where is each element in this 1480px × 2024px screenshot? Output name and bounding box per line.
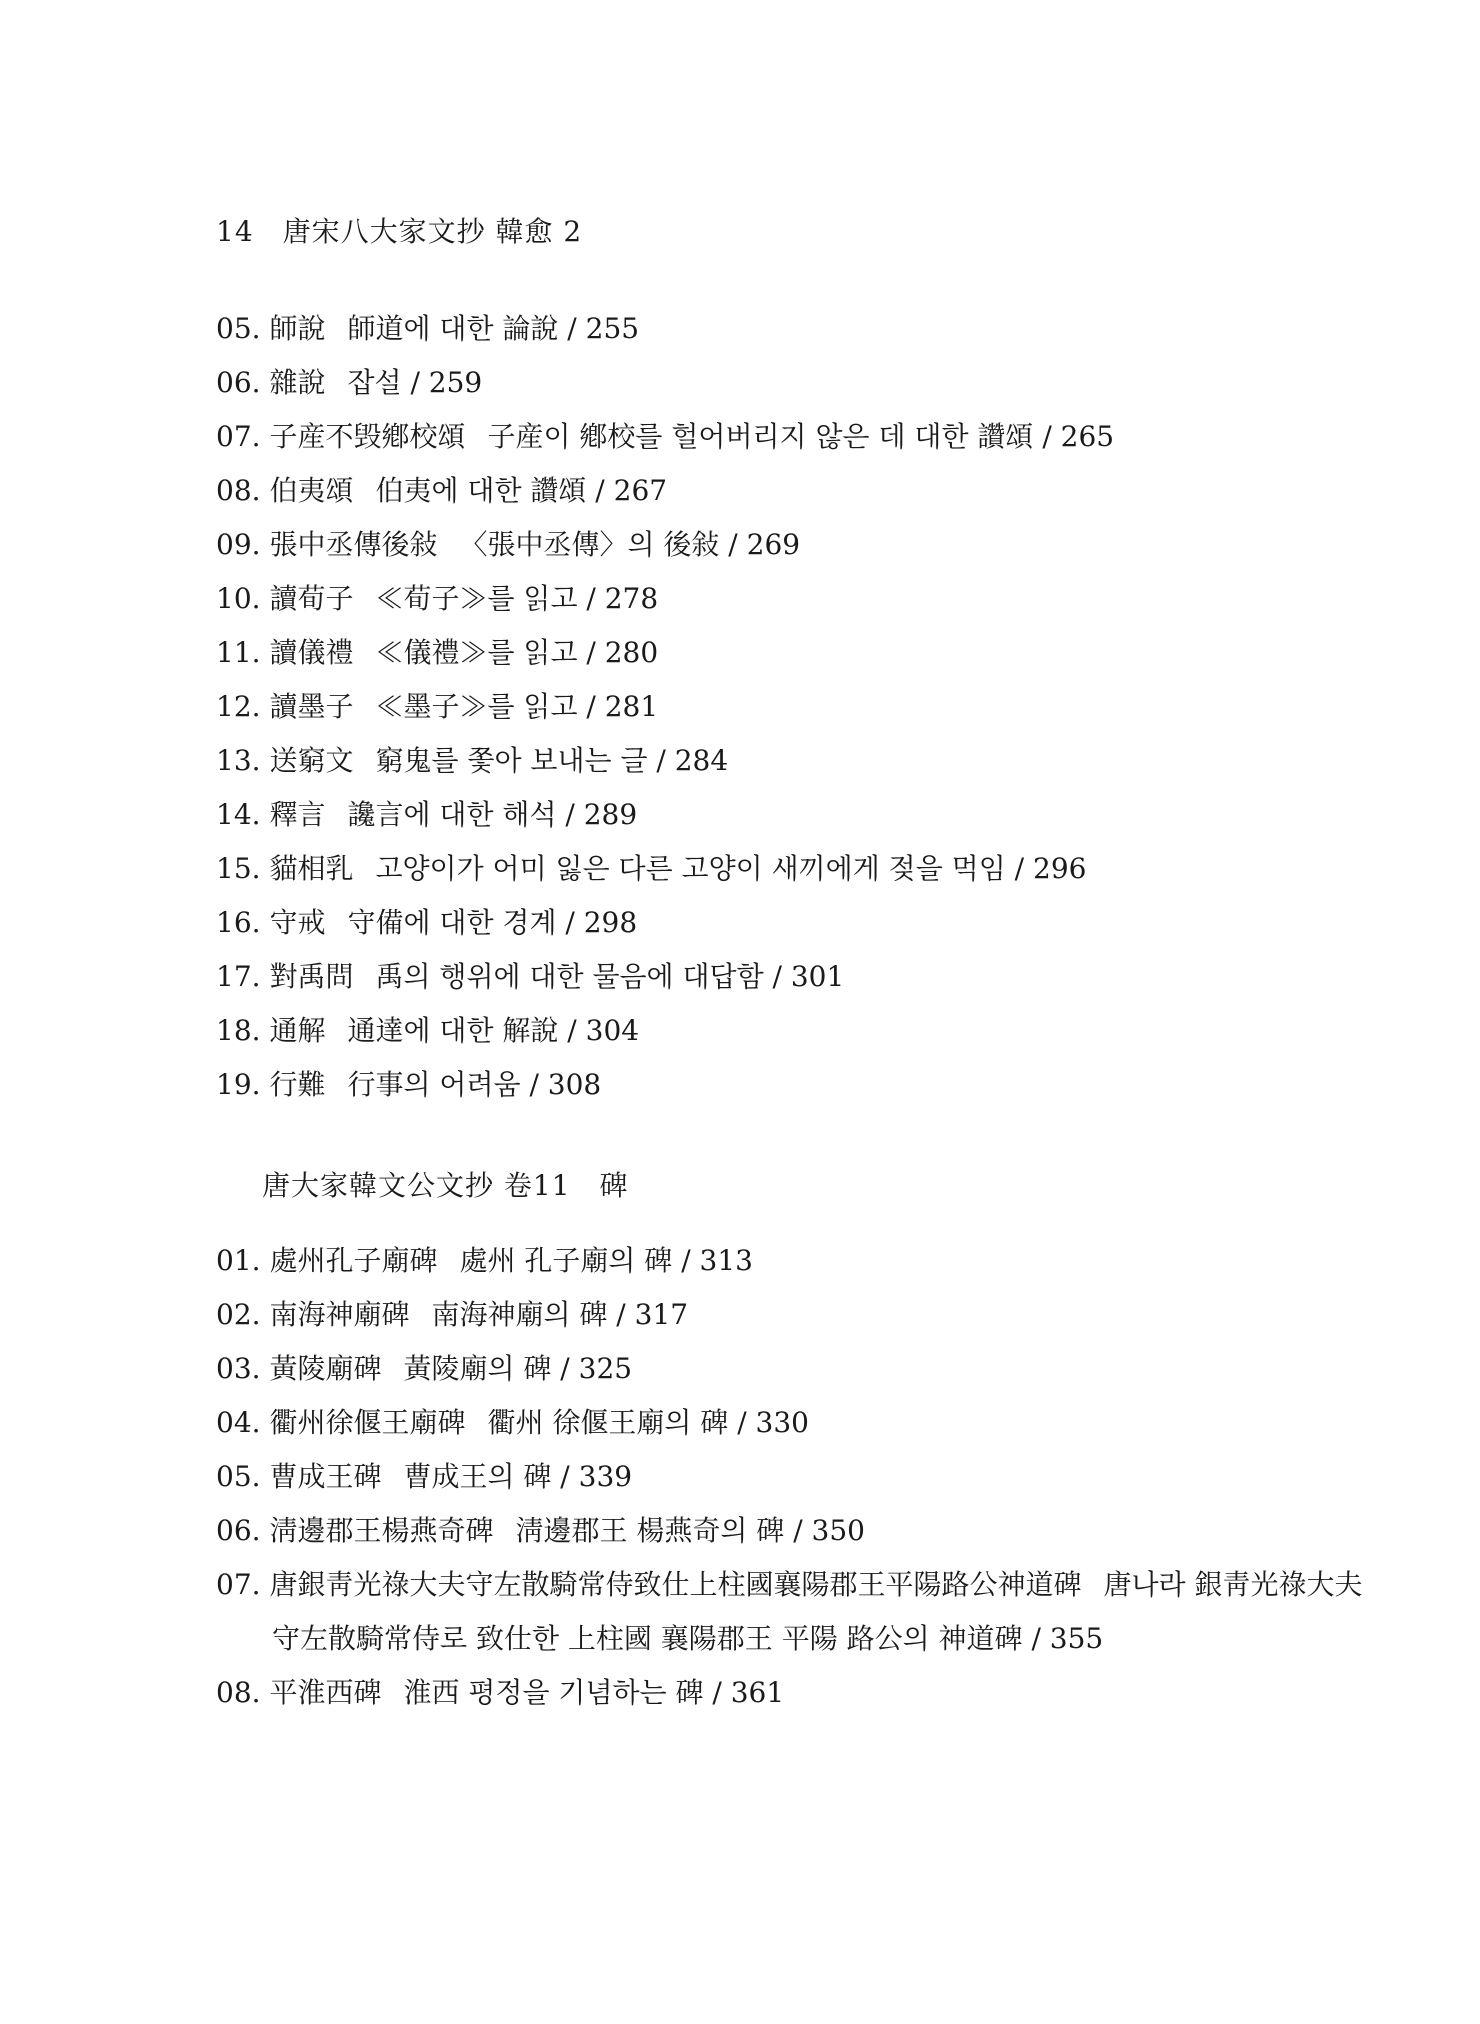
entry-description: 衢州 徐偃王廟의 碑 / 330	[487, 1406, 809, 1439]
entry-title: 讀墨子	[269, 690, 354, 723]
toc-entry	[216, 842, 1366, 896]
entry-title: 貓相乳	[269, 852, 354, 885]
toc-entry	[216, 1342, 1366, 1396]
entry-title: 行難	[269, 1068, 326, 1101]
toc-entry	[216, 1666, 1366, 1720]
entry-number: 12.	[216, 690, 261, 723]
running-head: 14 唐宋八大家文抄 韓愈 2	[216, 215, 583, 248]
toc-entry	[216, 464, 1366, 518]
entry-number: 13.	[216, 744, 261, 777]
entry-number: 10.	[216, 582, 261, 615]
entry-description: 行事의 어려움 / 308	[347, 1068, 602, 1101]
entry-description: 通達에 대한 解說 / 304	[347, 1014, 640, 1047]
entry-number: 11.	[216, 636, 261, 669]
entry-title: 師說	[269, 312, 326, 345]
entry-number: 04.	[216, 1406, 261, 1439]
entry-number: 15.	[216, 852, 261, 885]
entry-title: 伯夷頌	[269, 474, 354, 507]
entry-description: 子産이 鄕校를 헐어버리지 않은 데 대한 讚頌 / 265	[487, 420, 1115, 453]
entry-description: ≪墨子≫를 읽고 / 281	[375, 690, 659, 723]
entry-title: 曹成王碑	[269, 1460, 382, 1493]
entry-title: 讀荀子	[269, 582, 354, 615]
entry-number: 18.	[216, 1014, 261, 1047]
entry-number: 09.	[216, 528, 261, 561]
entry-title: 對禹問	[269, 960, 354, 993]
entry-title: 唐銀靑光祿大夫守左散騎常侍致仕上柱國襄陽郡王平陽路公神道碑	[269, 1568, 1082, 1601]
toc-entry	[216, 302, 1366, 356]
entry-number: 02.	[216, 1298, 261, 1331]
entry-description: ≪荀子≫를 읽고 / 278	[375, 582, 659, 615]
toc-entry	[216, 1450, 1366, 1504]
entry-number: 01.	[216, 1244, 261, 1277]
entry-number: 05.	[216, 312, 261, 345]
toc-list-section-2	[216, 1234, 1366, 1720]
entry-title: 子産不毁鄕校頌	[269, 420, 466, 453]
toc-entry	[216, 572, 1366, 626]
toc-entry	[216, 1004, 1366, 1058]
toc-entry	[216, 734, 1366, 788]
entry-description: 고양이가 어미 잃은 다른 고양이 새끼에게 젖을 먹임 / 296	[375, 852, 1087, 885]
entry-description: 〈張中丞傳〉의 後敍 / 269	[459, 528, 801, 561]
entry-title: 平淮西碑	[269, 1676, 382, 1709]
toc-entry	[216, 356, 1366, 410]
toc-entry	[216, 410, 1366, 464]
entry-title: 張中丞傳後敍	[269, 528, 438, 561]
entry-description: 讒言에 대한 해석 / 289	[347, 798, 638, 831]
entry-description: 禹의 행위에 대한 물음에 대답함 / 301	[375, 960, 845, 993]
entry-description: ≪儀禮≫를 읽고 / 280	[375, 636, 659, 669]
entry-description: 唐나라 銀靑光祿大夫 守左散騎常侍로 致仕한 上柱國 襄陽郡王 平陽 路公의 神道碑 / 355	[272, 1568, 1363, 1655]
toc-entry	[216, 896, 1366, 950]
entry-title: 衢州徐偃王廟碑	[269, 1406, 466, 1439]
entry-title: 南海神廟碑	[269, 1298, 410, 1331]
entry-description: 伯夷에 대한 讚頌 / 267	[375, 474, 668, 507]
entry-title: 通解	[269, 1014, 326, 1047]
toc-entry	[216, 1504, 1366, 1558]
entry-number: 08.	[216, 474, 261, 507]
entry-number: 06.	[216, 366, 261, 399]
toc-entry	[216, 1558, 1366, 1666]
toc-entry	[216, 950, 1366, 1004]
entry-title: 雜說	[269, 366, 326, 399]
entry-description: 守備에 대한 경계 / 298	[347, 906, 638, 939]
entry-number: 17.	[216, 960, 261, 993]
entry-description: 師道에 대한 論說 / 255	[347, 312, 640, 345]
entry-number: 06.	[216, 1514, 261, 1547]
entry-number: 08.	[216, 1676, 261, 1709]
toc-entry	[216, 626, 1366, 680]
entry-title: 讀儀禮	[269, 636, 354, 669]
entry-description: 曹成王의 碑 / 339	[403, 1460, 633, 1493]
entry-description: 處州 孔子廟의 碑 / 313	[459, 1244, 753, 1277]
entry-number: 19.	[216, 1068, 261, 1101]
entry-description: 南海神廟의 碑 / 317	[431, 1298, 689, 1331]
toc-entry	[216, 1058, 1366, 1112]
entry-number: 16.	[216, 906, 261, 939]
toc-entry	[216, 680, 1366, 734]
entry-description: 窮鬼를 쫓아 보내는 글 / 284	[375, 744, 729, 777]
entry-number: 03.	[216, 1352, 261, 1385]
toc-entry	[216, 518, 1366, 572]
entry-title: 釋言	[269, 798, 326, 831]
entry-description: 黃陵廟의 碑 / 325	[403, 1352, 633, 1385]
entry-title: 處州孔子廟碑	[269, 1244, 438, 1277]
entry-description: 잡설 / 259	[347, 366, 483, 399]
toc-entry	[216, 788, 1366, 842]
entry-title: 送窮文	[269, 744, 354, 777]
toc-entry	[216, 1396, 1366, 1450]
entry-description: 淮西 평정을 기념하는 碑 / 361	[403, 1676, 785, 1709]
entry-number: 05.	[216, 1460, 261, 1493]
toc-entry	[216, 1234, 1366, 1288]
entry-description: 淸邊郡王 楊燕奇의 碑 / 350	[515, 1514, 865, 1547]
entry-title: 淸邊郡王楊燕奇碑	[269, 1514, 494, 1547]
toc-list-section-1	[216, 302, 1366, 1112]
entry-title: 守戒	[269, 906, 326, 939]
entry-number: 14.	[216, 798, 261, 831]
entry-number: 07.	[216, 420, 261, 453]
entry-number: 07.	[216, 1568, 261, 1601]
toc-entry	[216, 1288, 1366, 1342]
entry-title: 黃陵廟碑	[269, 1352, 382, 1385]
section-heading: 唐大家韓文公文抄 卷11 碑	[262, 1169, 629, 1202]
